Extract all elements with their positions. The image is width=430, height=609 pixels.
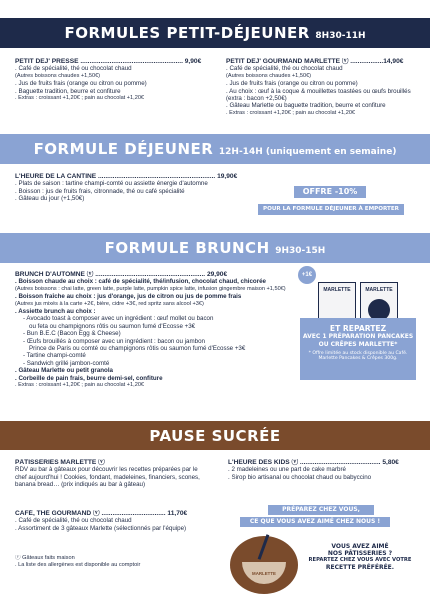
promo-line: ET REPARTEZ — [329, 324, 387, 333]
item-title: PETIT DEJ' PRESSE ........................................................ 9,90€ — [15, 58, 202, 65]
item-title: L'HEURE DE LA CANTINE ................................................................ 19,90€ — [15, 173, 238, 180]
promo-repartez — [300, 318, 416, 380]
item-line: . Café de spécialité, thé ou chocolat chaud — [226, 65, 343, 73]
banner-title: FORMULE DÉJEUNER — [33, 140, 214, 158]
item-line: . Plats de saison : tartine champi-comté ou assiette énergie d'automne — [15, 180, 208, 188]
promo-footnote: * Offre limitée au stock disponible au Café. Marlette Pancakes & Crêpes 300g. — [308, 351, 408, 362]
banner-hours: 12H-14H (uniquement en semaine) — [218, 147, 397, 157]
item-line: . Café de spécialité, thé ou chocolat chaud — [15, 517, 132, 525]
banner-pause-sucree — [0, 421, 430, 450]
item-line: . Sirop bio artisanal ou chocolat chaud ou babyccino — [228, 473, 372, 481]
item-line: ou feta ou champignons rôtis ou saumon fumé d'Ecosse +3€ — [29, 322, 196, 330]
promo-line: OU CRÊPES MARLETTE* — [318, 341, 398, 348]
ribbon-line-1: PRÉPAREZ CHEZ VOUS, — [268, 505, 374, 515]
banner-brunch — [0, 233, 430, 263]
tagline-line: REPARTEZ CHEZ VOUS AVEC VOTRE — [308, 557, 412, 563]
legend-line: ⓥ Gâteaux faits maison — [15, 555, 75, 561]
item-line: (Autres boissons chaudes +1,50€) — [226, 72, 312, 79]
item-line: . 2 madeleines ou une part de cake marbré — [228, 466, 346, 474]
item-line: (Autres boissons : chai latte, green latte, purple latte, pumpkin spice latte, infusion gingembre maison +1,50€) — [15, 285, 286, 292]
item-line: - Bun B.E.C (Bacon Egg & Cheese) — [23, 330, 121, 338]
item-line: . Au choix : œuf à la coque & mouillettes toastées ou œufs brouillés (extra : bacon +2,50€) — [226, 87, 411, 103]
menu-item-brunch — [15, 271, 295, 390]
item-line: - Tartine champi-comté — [23, 352, 86, 360]
item-line: . Boisson chaude au choix : café de spécialité, thé/infusion, chocolat chaud, chicorée — [15, 278, 266, 286]
item-line: . Café de spécialité, thé ou chocolat chaud — [15, 65, 132, 73]
item-line: (Autres boissons chaudes +1,50€) — [15, 72, 101, 79]
item-line: - Œufs brouillés à composer avec un ingrédient : bacon ou jambon — [23, 337, 205, 345]
item-title: PETIT DEJ' GOURMAND MARLETTE ⓥ ..................14,90€ — [226, 58, 404, 65]
item-title: PÂTISSERIES MARLETTE ⓥ — [15, 459, 105, 466]
item-line: . Jus de fruits frais (orange ou citron ou pomme) — [226, 80, 358, 88]
item-line: . Assortiment de 3 gâteaux Marlette (sélectionnés par l'équipe) — [15, 524, 187, 532]
menu-item-cantine — [15, 173, 273, 203]
menu-item-gourmand — [226, 58, 418, 117]
item-line: . Gâteau du jour (+1,50€) — [15, 195, 85, 203]
item-title: BRUNCH D'AUTOMNE ⓥ ............................................................ 29,90€ — [15, 271, 228, 278]
item-line: . Extras : croissant +1,20€ ; pain au chocolat +1,20€ — [15, 95, 145, 102]
tagline-line: NOS PÂTISSERIES ? — [327, 550, 393, 557]
item-title: L'HEURE DES KIDS ⓥ ............................................ 5,80€ — [228, 459, 399, 466]
tagline-line: RECETTE PRÉFÉRÉE. — [325, 564, 395, 571]
banner-hours: 8H30-11H — [315, 31, 366, 41]
item-line: . Jus de fruits frais (orange ou citron ou pomme) — [15, 80, 147, 88]
recipe-tagline — [300, 543, 420, 571]
item-line: (Autres jus mixés à la carte +2€, bière, cidre +3€, red spritz sans alcool +3€) — [15, 300, 204, 307]
legend — [15, 555, 201, 569]
item-line: . Baguette tradition, beurre et confiture — [15, 87, 121, 95]
offer-description-tag: POUR LA FORMULE DÉJEUNER À EMPORTER — [258, 204, 404, 215]
banner-dejeuner — [0, 134, 430, 164]
menu-item-patisseries — [15, 459, 201, 489]
item-line: . Gâteau Marlette ou baguette tradition, beurre et confiture — [226, 102, 386, 110]
bowl-label: MARLETTE — [252, 571, 276, 576]
item-line: . Boisson : jus de fruits frais, citronnade, thé ou café spécialité — [15, 187, 185, 195]
banner-title: PAUSE SUCRÉE — [149, 427, 281, 445]
pack-label: MARLETTE — [323, 287, 351, 293]
ribbon-line-2: CE QUE VOUS AVEZ AIMÉ CHEZ NOUS ! — [240, 517, 390, 527]
banner-hours: 9H30-15H — [275, 246, 326, 256]
item-line: - Sandwich grillé jambon-comté — [23, 359, 110, 367]
plus-one-euro-badge: +1€ — [298, 266, 316, 284]
banner-title: FORMULE BRUNCH — [104, 239, 270, 257]
menu-item-cafe-gourmand — [15, 510, 201, 532]
menu-item-presse — [15, 58, 210, 102]
item-text: RDV au bar à gâteaux pour découvrir les recettes préparées par le chef aujourd'hui ! Cookies, fondant, madeleines, financiers, scones, banana bread… (prix indiqués au bar à gâteau) — [15, 466, 200, 489]
item-line: - Avocado toast à composer avec un ingrédient : œuf mollet ou bacon — [23, 315, 214, 323]
promo-line: AVEC 1 PRÉPARATION PANCAKES — [302, 333, 414, 340]
banner-petit-dejeuner — [0, 18, 430, 48]
tagline-line: VOUS AVEZ AIMÉ — [331, 543, 389, 550]
item-line: . Corbeille de pain frais, beurre demi-sel, confiture — [15, 374, 163, 382]
item-line: . Extras : croissant +1,20€ ; pain au chocolat +1,20€ — [15, 382, 145, 389]
pack-label: MARLETTE — [365, 287, 393, 293]
item-line: . Assiette brunch au choix : — [15, 308, 96, 316]
legend-line: . La liste des allergènes est disponible au comptoir — [15, 561, 141, 568]
item-line: . Gâteau Marlette ou petit granola — [15, 367, 113, 375]
item-line: Prince de Paris ou comté ou champignons rôtis ou saumon fumé d'Ecosse +3€ — [29, 345, 246, 353]
menu-item-kids — [228, 459, 414, 481]
banner-title: FORMULES PETIT-DÉJEUNER — [64, 24, 310, 42]
offer-percent-tag: OFFRE -10% — [294, 186, 366, 198]
item-line: . Boisson fraîche au choix : jus d'orange, jus de citron ou jus de pomme frais — [15, 293, 242, 301]
item-title: CAFÉ, THÉ GOURMAND ⓥ ................................... 11,70€ — [15, 510, 188, 517]
item-line: . Extras : croissant +1,20€ ; pain au chocolat +1,20€ — [226, 109, 356, 116]
